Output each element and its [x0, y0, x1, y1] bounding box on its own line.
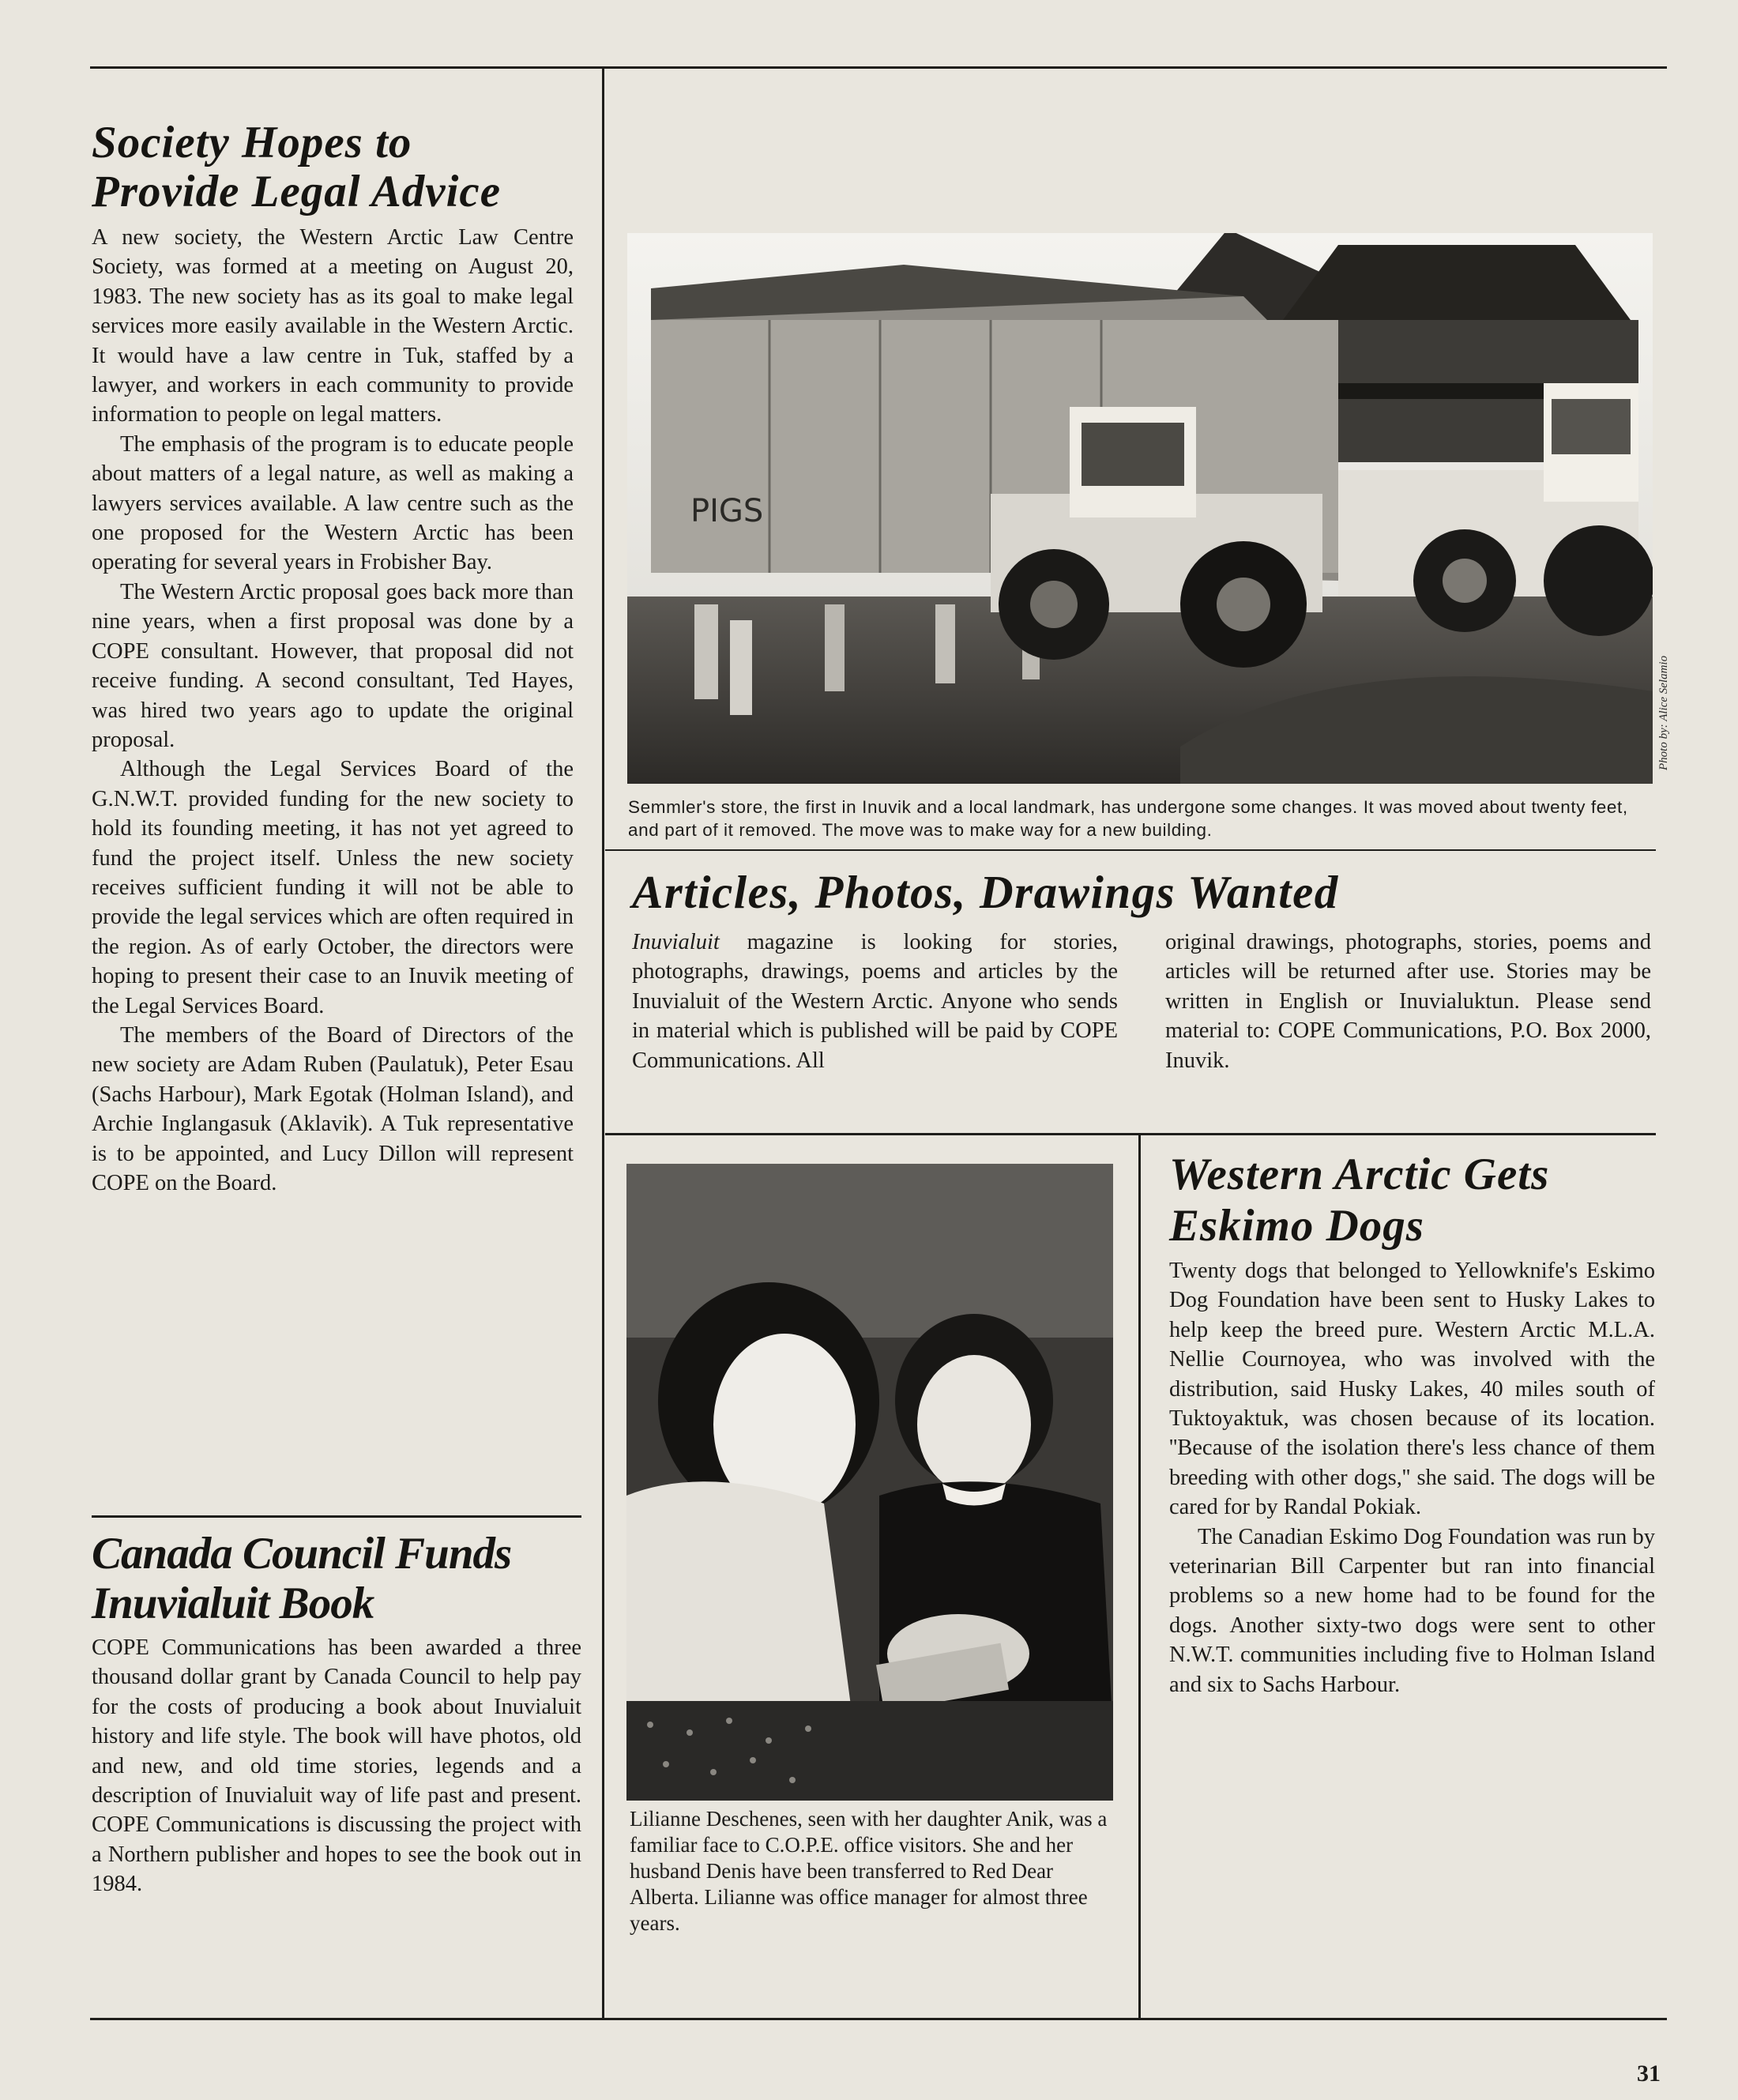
dogs-paragraph: Twenty dogs that belonged to Yellowknife's Eskimo Dog Foundation have been sent to Husky Lakes to help keep the breed pure. Western Arctic M.L.A. Nellie Cournoyea, who was involved with the distribution, said Husky Lakes, 40 miles south of Tuktoyaktuk, was chosen because of its location. ''Because of the isolation there's less chance of them breeding with other dogs,'' she said. The dogs will be cared for by Randal Pokiak.	[1169, 1259, 1655, 1520]
right-lower-divider	[1138, 1135, 1141, 2018]
pigs-sign: PIGS	[690, 493, 764, 529]
top-rule	[90, 66, 1667, 69]
wanted-col-2	[1165, 928, 1651, 1075]
society-paragraph: The Western Arctic proposal goes back more than nine years, when a first proposal was done by a COPE consultant. However, that proposal did not receive funding. A second consultant, Ted Hayes, was hired two years ago to update the original proposal.	[92, 579, 574, 752]
society-article	[92, 119, 574, 1198]
wanted-col-1-text: magazine is looking for stories, photographs, drawings, poems and articles by the Inuvialuit of the Western Arctic. Anyone who sends in material which is published will be paid by COPE Communications. All	[632, 930, 1118, 1073]
society-paragraph: A new society, the Western Arctic Law Centre Society, was formed at a meeting on August 20, 1983. The new society has as its goal to make legal services more easily available in the Western Arctic. It would have a law centre in Tuk, staffed by a lawyer, and workers in each community to provide information to people on legal matters.	[92, 225, 574, 427]
society-body	[92, 223, 574, 1198]
canada-council-body	[92, 1633, 581, 1899]
bottom-rule	[90, 2018, 1667, 2020]
society-paragraph: The emphasis of the program is to educate people about matters of a legal nature, as well as making a lawyers services available. A law centre such as the one proposed for the Western Arctic has been operating for several years in Frobisher Bay.	[92, 431, 574, 575]
under-wanted-rule	[605, 1133, 1656, 1135]
under-caption-rule	[605, 849, 1656, 851]
society-headline	[92, 119, 574, 216]
page-number: 31	[1637, 2060, 1661, 2087]
canada-council-headline-line-2: Inuvialuit Book	[92, 1579, 374, 1628]
canada-council-headline-line-1: Canada Council Funds	[92, 1529, 512, 1579]
portrait-caption: Lilianne Deschenes, seen with her daughter Anik, was a familiar face to C.O.P.E. office visitors. She and her husband Denis have been transferred to Red Dear Alberta. Lilianne was office manager for almost three years.	[630, 1807, 1108, 1935]
dogs-article	[1169, 1149, 1655, 1699]
dogs-headline-line-2: Eskimo Dogs	[1169, 1201, 1424, 1251]
wanted-body	[632, 928, 1651, 1075]
society-paragraph: The members of the Board of Directors of the new society are Adam Ruben (Paulatuk), Peter Esau (Sachs Harbour), Mark Egotak (Holman Island), and Archie Inglangasuk (Aklavik). A Tuk representative is to be appointed, and Lucy Dillon will represent COPE on the Board.	[92, 1022, 574, 1195]
dogs-headline-line-1: Western Arctic Gets	[1169, 1150, 1550, 1199]
wanted-headline: Articles, Photos, Drawings Wanted	[632, 866, 1339, 918]
photo-credit: Photo by: Alice Selamio	[1657, 655, 1670, 770]
left-column-divider	[602, 68, 604, 2018]
wanted-col-2-text: original drawings, photographs, stories, poems and articles will be returned after use. Stories may be written in English or Inuvialuktun. Please send material to: COPE Communications, P.O. Box 2000, Inuvik.	[1165, 930, 1651, 1073]
dogs-body	[1169, 1256, 1655, 1699]
lilianne-anik-photo	[626, 1164, 1113, 1801]
left-section-rule	[92, 1515, 581, 1518]
wanted-article	[632, 866, 1651, 1075]
society-headline-line-1: Society Hopes to	[92, 118, 412, 167]
canada-council-article	[92, 1529, 581, 1899]
dogs-headline	[1169, 1149, 1655, 1251]
society-paragraph: Although the Legal Services Board of the G.N.W.T. provided funding for the new society to hold its founding meeting, it has not yet agreed to fund the project itself. Unless the new society receives sufficient funding it will not be able to provide the legal services which are often required in the region. As of early October, the directors were hoping to present their case to an Inuvik meeting of the Legal Services Board.	[92, 757, 574, 1018]
canada-council-headline	[92, 1529, 581, 1628]
dogs-paragraph: The Canadian Eskimo Dog Foundation was run by veterinarian Bill Carpenter but ran into financial problems so a new home had to be found for the dogs. Another sixty-two dogs were sent to other N.W.T. communities including five to Holman Island and six to Sachs Harbour.	[1169, 1524, 1655, 1697]
store-photo-caption: Semmler's store, the first in Inuvik and a local landmark, has undergone some changes. It was moved about twenty feet, and part of it removed. The move was to make way for a new building.	[628, 797, 1628, 840]
society-headline-line-2: Provide Legal Advice	[92, 167, 502, 216]
canada-council-paragraph: COPE Communications has been awarded a three thousand dollar grant by Canada Council to help pay for the costs of producing a book about Inuvialuit history and life style. The book will have photos, old and new, and old time stories, legends and a description of Inuvialuit way of life past and present. COPE Communications is discussing the project with a Northern publisher and hopes to see the book out in 1984.	[92, 1635, 581, 1897]
wanted-col-1	[632, 928, 1118, 1075]
magazine-name: Inuvialuit	[632, 930, 720, 954]
semmler-store-photo	[627, 233, 1653, 784]
